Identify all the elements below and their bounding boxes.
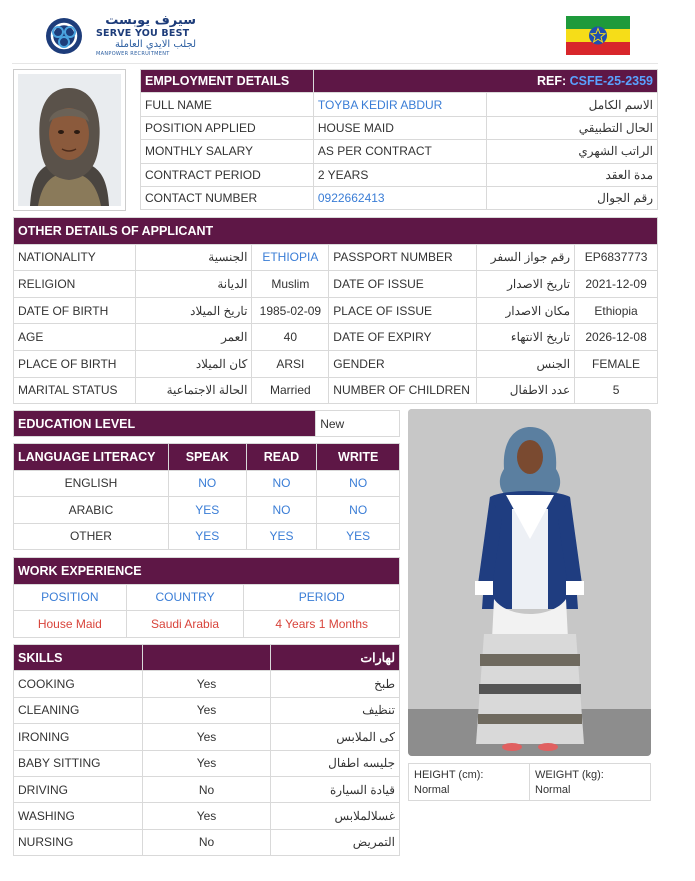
- age-value: 40: [252, 324, 329, 351]
- read-header: READ: [246, 444, 317, 471]
- monthly-salary-arabic: الراتب الشهري: [486, 140, 657, 163]
- table-row: [14, 324, 658, 351]
- marital-status-label: MARITAL STATUS: [14, 377, 136, 404]
- passport-number-label: PASSPORT NUMBER: [329, 244, 477, 271]
- position-applied-label: POSITION APPLIED: [141, 116, 314, 139]
- marital-status-value: Married: [252, 377, 329, 404]
- contact-number-label: CONTACT NUMBER: [141, 186, 314, 209]
- reference-cell: [313, 70, 657, 93]
- period-header: PERIOD: [244, 584, 400, 611]
- full-name-value: TOYBA KEDIR ABDUR: [313, 93, 486, 116]
- number-of-children-label: NUMBER OF CHILDREN: [329, 377, 477, 404]
- other-speak: YES: [168, 523, 246, 550]
- full-name-label: FULL NAME: [141, 93, 314, 116]
- logo-tagline: MANPOWER RECRUITMENT: [96, 51, 170, 57]
- english-read: NO: [246, 470, 317, 497]
- speak-header: SPEAK: [168, 444, 246, 471]
- table-row: [14, 584, 400, 611]
- passport-number-arabic: رقم جواز السفر: [477, 244, 575, 271]
- age-label: AGE: [14, 324, 136, 351]
- weight-label: WEIGHT (kg):: [535, 769, 604, 781]
- nationality-value: ETHIOPIA: [252, 244, 329, 271]
- table-row: [141, 116, 658, 139]
- contact-number-value[interactable]: 0922662413: [313, 186, 486, 209]
- skill-nursing-arabic: التمريض: [271, 829, 400, 855]
- nationality-arabic: الجنسية: [135, 244, 252, 271]
- weight-cell: [530, 764, 650, 800]
- table-row: [141, 186, 658, 209]
- date-of-issue-label: DATE OF ISSUE: [329, 271, 477, 298]
- gender-value: FEMALE: [575, 350, 658, 377]
- write-header: WRITE: [317, 444, 400, 471]
- full-name-arabic: الاسم الكامل: [486, 93, 657, 116]
- education-level-table: [13, 410, 400, 437]
- other-details-title: OTHER DETAILS OF APPLICANT: [14, 218, 658, 245]
- skills-table: [13, 644, 400, 856]
- place-of-issue-label: PLACE OF ISSUE: [329, 297, 477, 324]
- table-row: [14, 497, 400, 524]
- height-weight-panel: [408, 763, 651, 801]
- work-country: Saudi Arabia: [126, 611, 244, 638]
- country-header: COUNTRY: [126, 584, 244, 611]
- gender-arabic: الجنس: [477, 350, 575, 377]
- skill-cooking-arabic: طبخ: [271, 671, 400, 697]
- table-row: [14, 297, 658, 324]
- portrait-photo-icon: [18, 74, 121, 206]
- language-english: ENGLISH: [14, 470, 169, 497]
- table-row: [14, 350, 658, 377]
- logo-arabic: سيرف يوبست: [105, 13, 196, 28]
- place-of-birth-label: PLACE OF BIRTH: [14, 350, 136, 377]
- religion-label: RELIGION: [14, 271, 136, 298]
- table-row: [14, 523, 400, 550]
- employment-details-title: EMPLOYMENT DETAILS: [141, 70, 314, 93]
- date-of-birth-arabic: تاريخ الميلاد: [135, 297, 252, 324]
- table-row: [141, 93, 658, 116]
- date-of-issue-arabic: تاريخ الاصدار: [477, 271, 575, 298]
- skill-baby-sitting-value: Yes: [142, 750, 270, 776]
- contract-period-value: 2 YEARS: [313, 163, 486, 186]
- skill-baby-sitting-arabic: جليسه اطفال: [271, 750, 400, 776]
- skill-cooking-value: Yes: [142, 671, 270, 697]
- religion-value: Muslim: [252, 271, 329, 298]
- table-row: [14, 724, 400, 750]
- skill-washing-value: Yes: [142, 803, 270, 829]
- height-value: Normal: [414, 784, 450, 796]
- skill-baby-sitting: BABY SITTING: [14, 750, 143, 776]
- logo-arabic-sub: لجلب الايدي العاملة: [114, 39, 196, 50]
- table-row: [14, 271, 658, 298]
- skill-ironing-value: Yes: [142, 724, 270, 750]
- date-of-expiry-arabic: تاريخ الانتهاء: [477, 324, 575, 351]
- monthly-salary-label: MONTHLY SALARY: [141, 140, 314, 163]
- arabic-read: NO: [246, 497, 317, 524]
- table-row: [141, 163, 658, 186]
- position-applied-arabic: الحال التطبيقي: [486, 116, 657, 139]
- company-logo-text: [96, 14, 196, 58]
- nationality-label: NATIONALITY: [14, 244, 136, 271]
- date-of-expiry-label: DATE OF EXPIRY: [329, 324, 477, 351]
- age-arabic: العمر: [135, 324, 252, 351]
- table-row: [141, 140, 658, 163]
- date-of-birth-label: DATE OF BIRTH: [14, 297, 136, 324]
- skill-ironing-arabic: كى الملابس: [271, 724, 400, 750]
- work-period: 4 Years 1 Months: [244, 611, 400, 638]
- ref-label: REF:: [536, 74, 567, 89]
- language-other: OTHER: [14, 523, 169, 550]
- table-row: [14, 803, 400, 829]
- work-position: House Maid: [14, 611, 127, 638]
- skill-nursing-value: No: [142, 829, 270, 855]
- skill-cooking: COOKING: [14, 671, 143, 697]
- work-experience-table: [13, 557, 400, 638]
- education-level-label: EDUCATION LEVEL: [14, 411, 316, 437]
- applicant-portrait: [13, 69, 126, 211]
- date-of-expiry-value: 2026-12-08: [575, 324, 658, 351]
- skill-nursing: NURSING: [14, 829, 143, 855]
- work-experience-title: WORK EXPERIENCE: [14, 558, 400, 585]
- applicant-full-photo: [408, 409, 651, 756]
- table-row: [14, 776, 400, 802]
- skill-driving-value: No: [142, 776, 270, 802]
- ref-value: CSFE-25-2359: [569, 74, 653, 89]
- skill-driving: DRIVING: [14, 776, 143, 802]
- gender-label: GENDER: [329, 350, 477, 377]
- table-row: [14, 411, 400, 437]
- position-applied-value: HOUSE MAID: [313, 116, 486, 139]
- skill-cleaning: CLEANING: [14, 697, 143, 723]
- weight-value: Normal: [535, 784, 571, 796]
- ethiopia-flag-icon: [566, 16, 630, 55]
- skills-title-arabic: لهارات: [271, 645, 400, 671]
- english-write: NO: [317, 470, 400, 497]
- table-row: [14, 244, 658, 271]
- religion-arabic: الديانة: [135, 271, 252, 298]
- table-row: [14, 671, 400, 697]
- marital-status-arabic: الحالة الاجتماعية: [135, 377, 252, 404]
- contact-number-arabic: رقم الجوال: [486, 186, 657, 209]
- arabic-speak: YES: [168, 497, 246, 524]
- table-row: [14, 829, 400, 855]
- contract-period-label: CONTRACT PERIOD: [141, 163, 314, 186]
- other-read: YES: [246, 523, 317, 550]
- arabic-write: NO: [317, 497, 400, 524]
- number-of-children-arabic: عدد الاطفال: [477, 377, 575, 404]
- skills-title: SKILLS: [14, 645, 143, 671]
- place-of-issue-arabic: مكان الاصدار: [477, 297, 575, 324]
- place-of-issue-value: Ethiopia: [575, 297, 658, 324]
- english-speak: NO: [168, 470, 246, 497]
- education-level-value: New: [316, 411, 400, 437]
- table-row: [14, 697, 400, 723]
- table-row: [14, 611, 400, 638]
- height-label: HEIGHT (cm):: [414, 769, 484, 781]
- height-cell: [409, 764, 530, 800]
- skill-driving-arabic: قيادة السيارة: [271, 776, 400, 802]
- skill-ironing: IRONING: [14, 724, 143, 750]
- number-of-children-value: 5: [575, 377, 658, 404]
- skills-header-empty: [142, 645, 270, 671]
- place-of-birth-value: ARSI: [252, 350, 329, 377]
- place-of-birth-arabic: كان الميلاد: [135, 350, 252, 377]
- skill-cleaning-arabic: تنظيف: [271, 697, 400, 723]
- other-write: YES: [317, 523, 400, 550]
- position-header: POSITION: [14, 584, 127, 611]
- skill-washing: WASHING: [14, 803, 143, 829]
- skill-washing-arabic: غسلالملابس: [271, 803, 400, 829]
- date-of-issue-value: 2021-12-09: [575, 271, 658, 298]
- contract-period-arabic: مدة العقد: [486, 163, 657, 186]
- skill-cleaning-value: Yes: [142, 697, 270, 723]
- company-logo-icon: [44, 16, 84, 56]
- other-details-table: [13, 217, 658, 404]
- table-row: [14, 470, 400, 497]
- table-row: [14, 377, 658, 404]
- logo-english: SERVE YOU BEST: [96, 28, 190, 39]
- passport-number-value: EP6837773: [575, 244, 658, 271]
- full-body-photo-icon: [408, 409, 651, 756]
- language-arabic: ARABIC: [14, 497, 169, 524]
- date-of-birth-value: 1985-02-09: [252, 297, 329, 324]
- employment-details-table: [140, 69, 658, 210]
- language-literacy-header: LANGUAGE LITERACY: [14, 444, 169, 471]
- table-row: [14, 750, 400, 776]
- page-header: [12, 6, 658, 64]
- language-literacy-table: [13, 443, 400, 550]
- monthly-salary-value: AS PER CONTRACT: [313, 140, 486, 163]
